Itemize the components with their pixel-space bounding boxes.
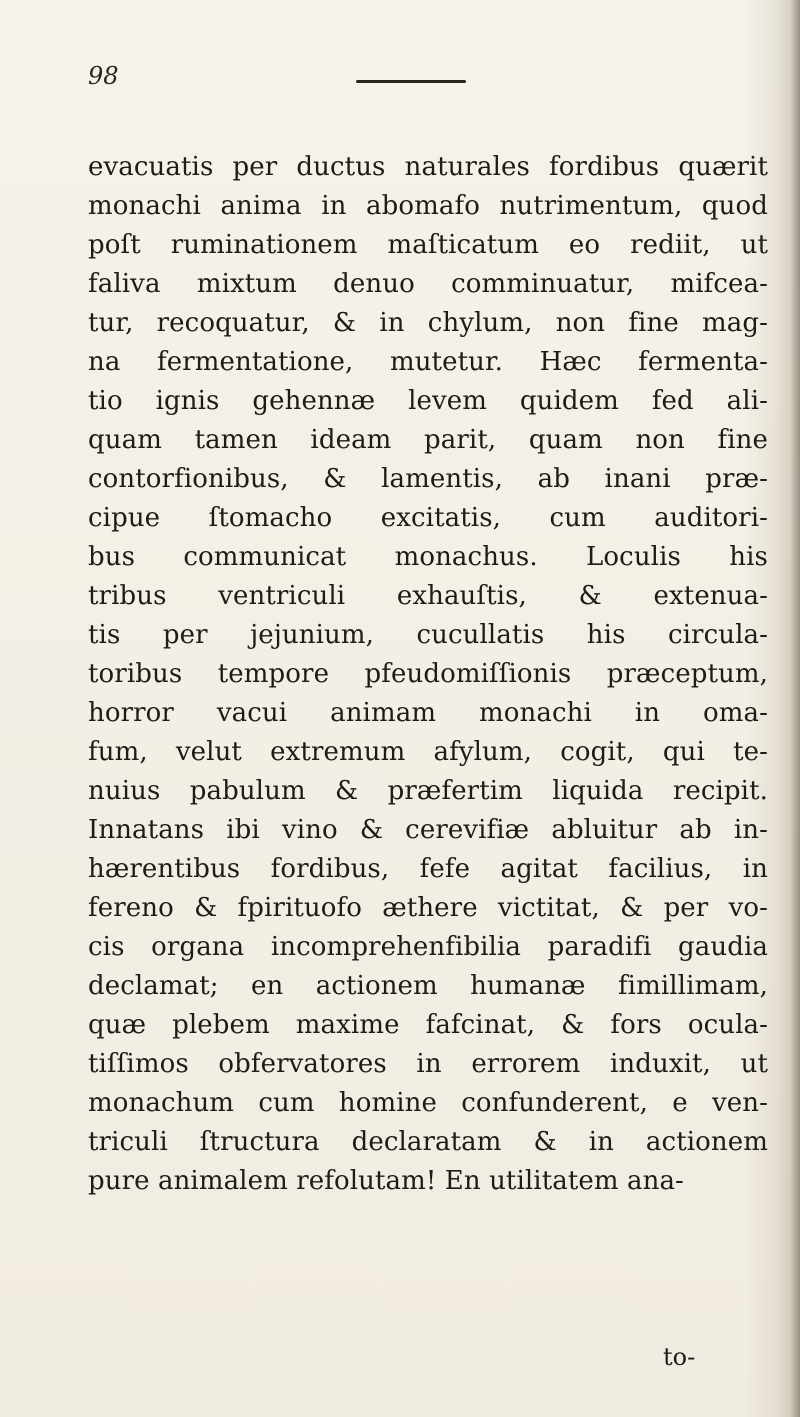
text-line: pure animalem refolutam! En utilitatem ana- [88, 1166, 684, 1196]
text-line: tur, recoquatur, & in chylum, non fine mag- [88, 308, 768, 338]
text-line: fum, velut extremum afylum, cogit, qui te- [88, 737, 768, 767]
text-line: cipue ſtomacho excitatis, cum auditori- [88, 503, 768, 533]
text-line: quæ plebem maxime fafcinat, & fors ocula- [88, 1010, 768, 1040]
text-line: tiſſimos obfervatores in errorem induxit, ut [88, 1049, 768, 1079]
page-number: 98 [88, 62, 119, 90]
text-line: faliva mixtum denuo comminuatur, mifcea- [88, 269, 768, 299]
text-line: Innatans ibi vino & cerevifiæ abluitur ab in- [88, 815, 768, 845]
header-rule [356, 80, 466, 83]
text-line: evacuatis per ductus naturales fordibus quærit [88, 152, 768, 182]
text-line: poſt ruminationem maſticatum eo rediit, ut [88, 230, 768, 260]
text-line: cis organa incomprehenfibilia paradifi gaudia [88, 932, 768, 962]
text-line: tis per jejunium, cucullatis his circula- [88, 620, 768, 650]
text-line: toribus tempore pfeudomiſſionis præceptum, [88, 659, 768, 689]
text-line: contorfionibus, & lamentis, ab inani præ- [88, 464, 768, 494]
text-line: nuius pabulum & præfertim liquida recipit. [88, 776, 768, 806]
text-line: hærentibus fordibus, fefe agitat facilius, in [88, 854, 768, 884]
text-line: na fermentatione, mutetur. Hæc fermenta- [88, 347, 768, 377]
text-line: fereno & fpirituofo æthere victitat, & per vo- [88, 893, 768, 923]
text-line: monachum cum homine confunderent, e ven- [88, 1088, 768, 1118]
catchword: to- [663, 1343, 696, 1371]
text-line: bus communicat monachus. Loculis his [88, 542, 768, 572]
text-line: monachi anima in abomafo nutrimentum, quod [88, 191, 768, 221]
text-line: quam tamen ideam parit, quam non fine [88, 425, 768, 455]
body-text [88, 148, 768, 1201]
text-line: declamat; en actionem humanæ fimillimam, [88, 971, 768, 1001]
text-line: tribus ventriculi exhauſtis, & extenua- [88, 581, 768, 611]
page-header [88, 62, 648, 102]
text-line: triculi ſtructura declaratam & in actionem [88, 1127, 768, 1157]
page-edge-shadow [790, 0, 800, 1417]
text-line: tio ignis gehennæ levem quidem fed ali- [88, 386, 768, 416]
text-line: horror vacui animam monachi in oma- [88, 698, 768, 728]
